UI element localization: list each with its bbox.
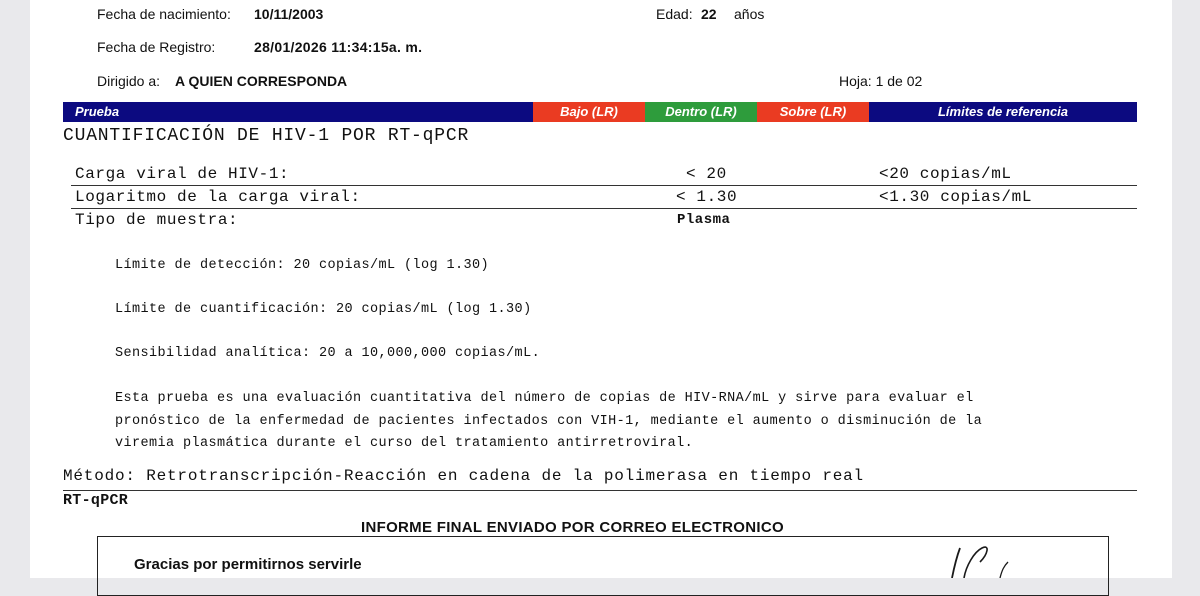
age-unit: años <box>734 6 765 22</box>
description-line: pronóstico de la enfermedad de pacientes infectados con VIH-1, mediante el aumento o disminución de la <box>115 414 983 429</box>
result-label-sample: Tipo de muestra: <box>75 211 239 229</box>
result-value-log: < 1.30 <box>676 188 738 206</box>
header-sobre: Sobre (LR) <box>757 102 869 122</box>
registry-date-label: Fecha de Registro: <box>97 39 216 55</box>
header-bajo: Bajo (LR) <box>533 102 645 122</box>
note-detection-limit: Límite de detección: 20 copias/mL (log 1.30) <box>115 258 490 273</box>
birth-date-label: Fecha de nacimiento: <box>97 6 231 22</box>
final-report-notice: INFORME FINAL ENVIADO POR CORREO ELECTRONICO <box>361 519 784 536</box>
method-abbrev: RT-qPCR <box>63 492 129 509</box>
thanks-message: Gracias por permitirnos servirle <box>134 556 362 573</box>
header-limites: Límites de referencia <box>869 102 1137 122</box>
age-label: Edad: <box>656 6 693 22</box>
header-dentro: Dentro (LR) <box>645 102 757 122</box>
note-sensitivity: Sensibilidad analítica: 20 a 10,000,000 copias/mL. <box>115 346 541 361</box>
addressed-to-label: Dirigido a: <box>97 73 161 89</box>
header-prueba: Prueba <box>63 102 533 122</box>
result-value-viral-load: < 20 <box>686 165 727 183</box>
test-title: CUANTIFICACIÓN DE HIV-1 POR RT-qPCR <box>63 126 470 146</box>
birth-date-value: 10/11/2003 <box>254 6 324 22</box>
registry-date-value: 28/01/2026 11:34:15a. m. <box>254 39 423 55</box>
note-quantification-limit: Límite de cuantificación: 20 copias/mL (log 1.30) <box>115 302 532 317</box>
result-label-viral-load: Carga viral de HIV-1: <box>75 165 290 183</box>
result-value-sample: Plasma <box>677 212 731 228</box>
method-text: Método: Retrotranscripción-Reacción en cadena de la polimerasa en tiempo real <box>63 467 864 485</box>
age-value: 22 <box>701 6 717 22</box>
signature-image <box>900 540 1050 578</box>
result-ref-viral-load: <20 copias/mL <box>879 165 1012 183</box>
row-divider <box>71 185 1137 186</box>
addressed-to-value: A QUIEN CORRESPONDA <box>175 73 348 89</box>
result-ref-log: <1.30 copias/mL <box>879 188 1033 206</box>
page-indicator: Hoja: 1 de 02 <box>839 73 923 89</box>
results-header-bar <box>63 102 1137 122</box>
description-line: viremia plasmática durante el curso del tratamiento antirretroviral. <box>115 436 694 451</box>
row-divider <box>71 208 1137 209</box>
method-divider <box>63 490 1137 491</box>
description-line: Esta prueba es una evaluación cuantitativa del número de copias de HIV-RNA/mL y sirve para evaluar el <box>115 391 974 406</box>
report-sheet <box>30 0 1172 578</box>
result-label-log: Logaritmo de la carga viral: <box>75 188 361 206</box>
